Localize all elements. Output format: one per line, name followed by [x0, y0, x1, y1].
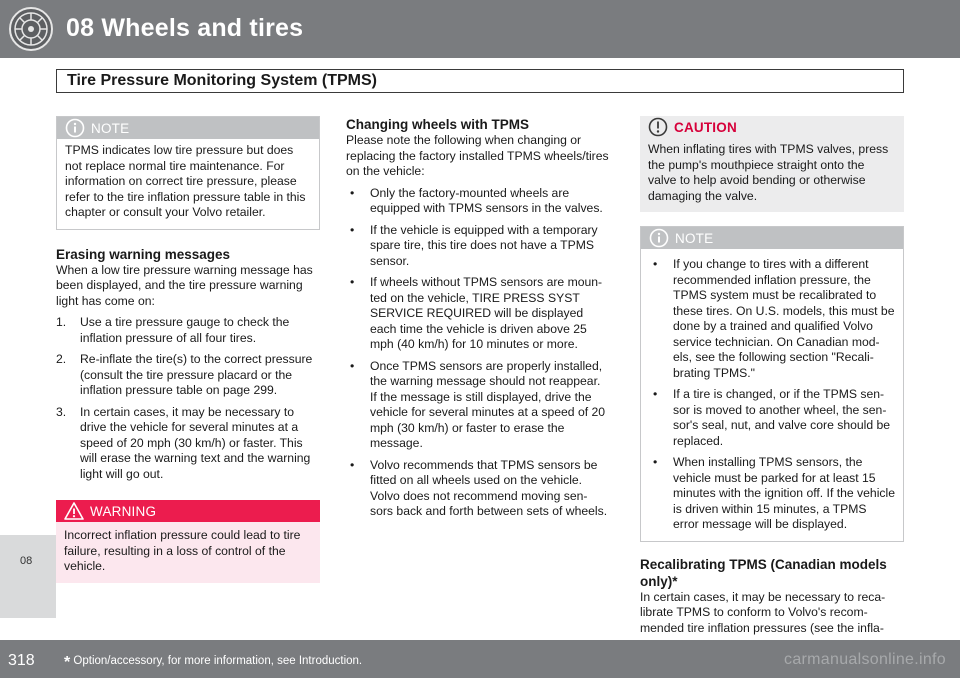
- chapter-side-tab: [0, 535, 56, 618]
- list-item: • If the vehicle is equipped with a temporary spare tire, this tire does not have a TPMS sensor.: [350, 222, 598, 268]
- note-header: [57, 117, 319, 139]
- erase-heading: Erasing warning messages: [56, 246, 231, 262]
- caution-text: When inflating tires with TPMS valves, press the pump's mouthpiece straight onto the valve to help avoid bending or otherwise damaging the valve.: [648, 142, 889, 203]
- list-item: • If wheels without TPMS sensors are moun-ted on the vehicle, TIRE PRESS SYST SERVICE REQUIRED will be displayed each time the vehicle is driven above 25 mph (40 km/h) for 10 minutes or more.: [350, 275, 603, 351]
- changing-wheels-intro: Please note the following when changing or replacing the factory installed TPMS wheels/tires on the vehicle:: [346, 133, 609, 178]
- column-right: [640, 116, 904, 636]
- note-label: NOTE: [91, 121, 130, 136]
- list-item: • Once TPMS sensors are properly installed, the warning message should not reappear. If the message is still displayed, drive the vehicle for several minutes at a speed of 20 mph (30 km/h) or faster to erase the message.: [350, 358, 606, 450]
- caution-header: [640, 116, 904, 138]
- caution-icon: [648, 117, 668, 137]
- erase-intro: When a low tire pressure warning message has been displayed, and the tire pressure warning light has come on:: [56, 262, 313, 308]
- warning-label: WARNING: [90, 504, 157, 519]
- footnote-text: Option/accessory, for more information, see Introduction.: [70, 655, 363, 667]
- note-text: TPMS indicates low tire pressure but does not replace normal tire maintenance. For information on correct tire pressure, please refer to the tire inflation pressure table in this chapter or consult your Volvo retailer.: [65, 143, 306, 219]
- recalibrating-heading: Recalibrating TPMS (Canadian models only)*: [640, 556, 887, 589]
- note-label: NOTE: [675, 231, 714, 246]
- info-icon: [649, 228, 669, 248]
- section-title-bar: [56, 69, 904, 93]
- column-middle: [346, 116, 610, 520]
- note-box: [56, 116, 320, 230]
- column-left: [56, 116, 320, 583]
- caution-box: [640, 116, 904, 212]
- wheel-icon: [8, 6, 54, 52]
- note-list: [649, 257, 895, 533]
- chapter-title: 08 Wheels and tires: [66, 14, 304, 42]
- list-item: 3. In certain cases, it may be necessary to drive the vehicle for several minutes at a speed of 20 mph (30 km/h) or faster. This will erase the warning text and the warning light will go out.: [56, 404, 311, 481]
- steps-list: [56, 315, 320, 482]
- watermark: carmanualsonline.info: [784, 651, 946, 668]
- caution-label: CAUTION: [674, 120, 737, 135]
- list-item: • If you change to tires with a different recommended inflation pressure, the TPMS system must be recalibrated to these tires. On U.S. models, this must be done by a trained and qualified Volvo service technician. On Canadian mod-els, see the following section "Recali-brating TPMS.": [653, 257, 895, 380]
- footnote: [64, 654, 362, 672]
- note-header: [641, 227, 903, 249]
- page-number: 318: [8, 652, 35, 669]
- list-item: • Only the factory-mounted wheels are equipped with TPMS sensors in the valves.: [350, 185, 603, 215]
- list-item: • When installing TPMS sensors, the vehicle must be parked for at least 15 minutes with the ignition off. If the vehicle is driven within 15 minutes, a TPMS error message will be displayed.: [653, 455, 895, 531]
- changing-wheels-heading: Changing wheels with TPMS: [346, 117, 530, 132]
- changing-wheels-list: [346, 186, 610, 520]
- list-item: • If a tire is changed, or if the TPMS sen-sor is moved to another wheel, the sen-sor's seal, nut, and valve core should be replaced.: [653, 387, 891, 448]
- list-item: • Volvo recommends that TPMS sensors be fitted on all wheels used on the vehicle. Volvo does not recommend moving sen-sors back and forth between sets of wheels.: [350, 457, 608, 518]
- footnote-star: *: [64, 654, 71, 671]
- warning-text: Incorrect inflation pressure could lead to tire failure, resulting in a loss of control of the vehicle.: [64, 528, 301, 573]
- warning-triangle-icon: [64, 501, 84, 521]
- side-tab-number: 08: [20, 555, 33, 567]
- warning-header: [56, 500, 320, 522]
- note-box: [640, 226, 904, 542]
- recalibrating-text: In certain cases, it may be necessary to reca-librate TPMS to conform to Volvo's recom-mended tire inflation pressures (see the infla-: [640, 589, 886, 635]
- section-title: Tire Pressure Monitoring System (TPMS): [67, 72, 377, 89]
- info-icon: [65, 118, 85, 138]
- list-item: 1. Use a tire pressure gauge to check the inflation pressure of all four tires.: [56, 315, 290, 345]
- warning-box: [56, 500, 320, 583]
- list-item: 2. Re-inflate the tire(s) to the correct pressure (consult the tire pressure placard or the inflation pressure table on page 299.: [56, 352, 313, 397]
